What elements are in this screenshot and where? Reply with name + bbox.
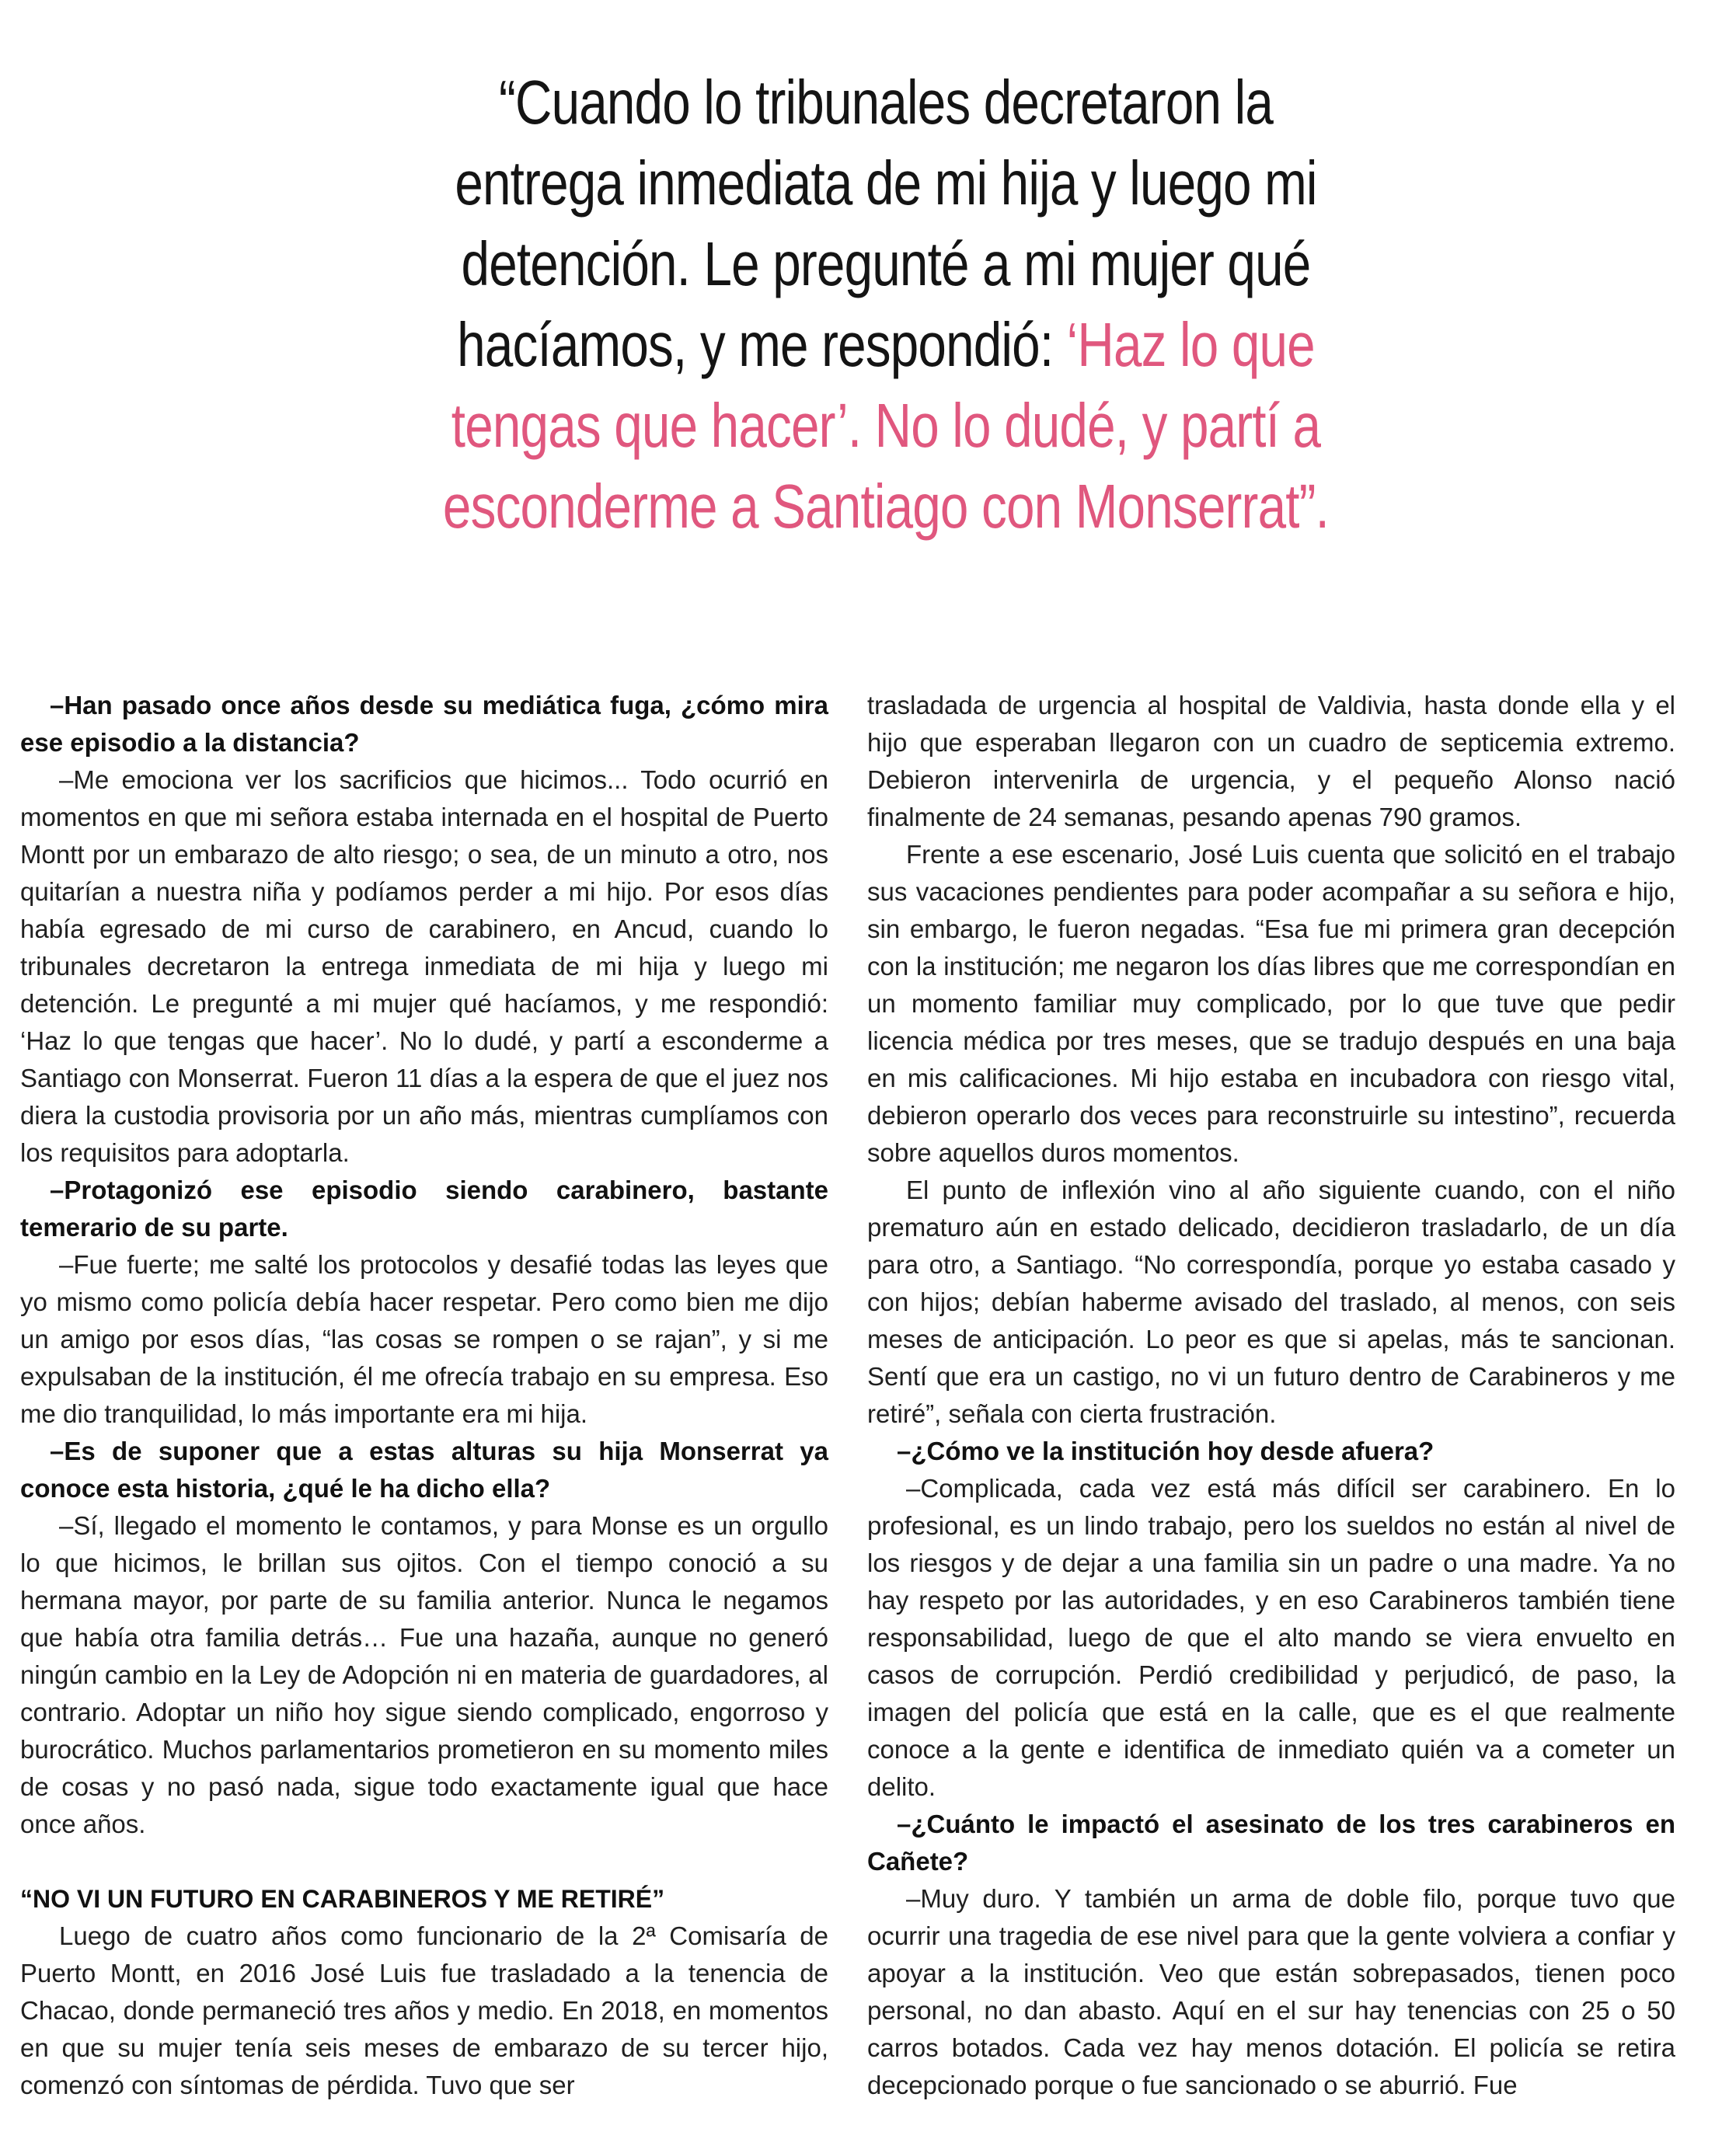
- answer-4: –Complicada, cada vez está más difícil ser carabinero. En lo profesional, es un lindo trabajo, pero los sueldos no están al nivel de los riesgos y de dejar a una familia sin un padre o una madre. Ya no hay respeto por las autoridades, y en eso Carabineros también tiene responsabilidad, luego de que el alto mando se viera envuelto en casos de corrupción. Perdió credibilidad y perjudicó, de paso, la imagen del policía que está en la calle, que es el que realmente conoce a la gente e identifica de inmediato quién va a cometer un delito.: [867, 1474, 1675, 1801]
- left-column: [20, 687, 828, 2104]
- question-1: –Han pasado once años desde su mediática fuga, ¿cómo mira ese episodio a la distancia?: [20, 691, 828, 757]
- answer-2: –Fue fuerte; me salté los protocolos y desafié todas las leyes que yo mismo como policía debía hacer respetar. Pero como bien me dijo un amigo por esos días, “las cosas se rompen o se rajan”, y si me expulsaban de la institución, él me ofrecía trabajo en su empresa. Eso me dio tranquilidad, lo más importante era mi hija.: [20, 1250, 828, 1428]
- answer-5: –Muy duro. Y también un arma de doble filo, porque tuvo que ocurrir una tragedia de ese nivel para que la gente volviera a confiar y apoyar a la institución. Veo que están sobrepasados, tienen poco personal, no dan abasto. Aquí en el sur hay tenencias con 25 o 50 carros botados. Cada vez hay menos dotación. El policía se retira decepcionado porque o fue sancionado o se aburrió. Fue: [867, 1884, 1675, 2099]
- section-subhead: “NO VI UN FUTURO EN CARABINEROS Y ME RETIRÉ”: [20, 1885, 665, 1913]
- pull-quote-pink-text: ‘Haz lo que tengas que hacer’. No lo dudé, y partí a esconderme a Santiago con Monserrat”.: [442, 310, 1330, 541]
- paragraph-3: El punto de inflexión vino al año siguiente cuando, con el niño prematuro aún en estado delicado, decidieron trasladarlo, de un día para otro, a Santiago. “No correspondía, porque yo estaba casado y con hijos; debían haberme avisado del traslado, al menos, con seis meses de anticipación. Lo peor es que si apelas, más te sancionan. Sentí que era un castigo, no vi un futuro dentro de Carabineros y me retiré”, señala con cierta frustración.: [867, 1176, 1675, 1428]
- right-column: [867, 687, 1675, 2104]
- paragraph-continued: trasladada de urgencia al hospital de Valdivia, hasta donde ella y el hijo que esperaban llegaron con un cuadro de septicemia extremo. Debieron intervenirla de urgencia, y el pequeño Alonso nació finalmente de 24 semanas, pesando apenas 790 gramos.: [867, 691, 1675, 831]
- answer-3: –Sí, llegado el momento le contamos, y para Monse es un orgullo lo que hicimos, le brillan sus ojitos. Con el tiempo conoció a su hermana mayor, por parte de su familia anterior. Nunca le negamos que había otra familia detrás… Fue una hazaña, aunque no generó ningún cambio en la Ley de Adopción ni en materia de guardadores, al contrario. Adoptar un niño hoy sigue siendo complicado, engorroso y burocrático. Muchos parlamentarios prometieron en su momento miles de cosas y no pasó nada, sigue todo exactamente igual que hace once años.: [20, 1511, 828, 1838]
- pull-quote-black-text: “Cuando lo tribunales decretaron la entrega inmediata de mi hija y luego mi detención. Le pregunté a mi mujer qué hacíamos, y me respondió:: [455, 68, 1317, 379]
- paragraph-4: Luego de cuatro años como funcionario de la 2ª Comisaría de Puerto Montt, en 2016 José Luis fue trasladado a la tenencia de Chacao, donde permaneció tres años y medio. En 2018, en momentos en que su mujer tenía seis meses de embarazo de su tercer hijo, comenzó con síntomas de pérdida. Tuvo que ser: [20, 1921, 828, 2099]
- article-body: [20, 687, 1722, 2109]
- question-5: –¿Cuánto le impactó el asesinato de los tres carabineros en Cañete?: [867, 1810, 1675, 1876]
- answer-1: –Me emociona ver los sacrificios que hicimos... Todo ocurrió en momentos en que mi señora estaba internada en el hospital de Puerto Montt por un embarazo de alto riesgo; o sea, de un minuto a otro, nos quitarían a nuestra niña y podíamos perder a mi hijo. Por esos días había egresado de mi curso de carabinero, en Ancud, cuando lo tribunales decretaron la entrega inmediata de mi hija y luego mi detención. Le pregunté a mi mujer qué hacíamos, y me respondió: ‘Haz lo que tengas que hacer’. No lo dudé, y partí a esconderme a Santiago con Monserrat. Fueron 11 días a la espera de que el juez nos diera la custodia provisoria por un año más, mientras cumplíamos con los requisitos para adoptarla.: [20, 765, 828, 1167]
- question-2: –Protagonizó ese episodio siendo carabinero, bastante temerario de su parte.: [20, 1176, 828, 1242]
- pull-quote: [427, 62, 1345, 547]
- paragraph-2: Frente a ese escenario, José Luis cuenta que solicitó en el trabajo sus vacaciones pendientes para poder acompañar a su señora e hijo, sin embargo, le fueron negadas. “Esa fue mi primera gran decepción con la institución; me negaron los días libres que me correspondían en un momento familiar muy complicado, por lo que tuve que pedir licencia médica por tres meses, que se tradujo después en una baja en mis calificaciones. Mi hijo estaba en incubadora con riesgo vital, debieron operarlo dos veces para reconstruirle su intestino”, recuerda sobre aquellos duros momentos.: [867, 840, 1675, 1167]
- question-3: –Es de suponer que a estas alturas su hija Monserrat ya conoce esta historia, ¿qué le ha dicho ella?: [20, 1437, 828, 1503]
- question-4: –¿Cómo ve la institución hoy desde afuera?: [897, 1437, 1434, 1465]
